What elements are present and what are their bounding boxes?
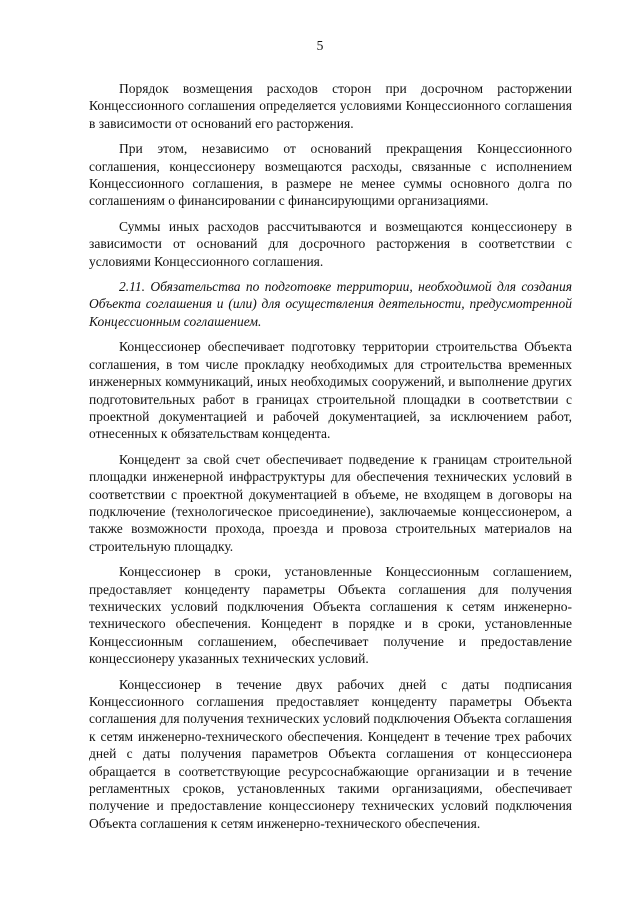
paragraph-early-termination-costs: Порядок возмещения расходов сторон при досрочном расторжении Концессионного соглашения определяется условиями Концессионного соглашения в зависимости от оснований его расторжения. [89, 81, 572, 131]
paragraph-technical-conditions: Концессионер в сроки, установленные Концессионным соглашением, предоставляет концеденту параметры Объекта соглашения для получения технических условий подключения Объекта соглашения к сетям инженерно-технического обеспечения. Концедент в порядке и в сроки, установленные Концессионным соглашением, обеспечивает получение и предоставление концессионеру указанных технических условий. [89, 564, 572, 667]
page-number: 5 [316, 38, 324, 53]
paragraph-territory-preparation: Концессионер обеспечивает подготовку территории строительства Объекта соглашения, в том числе прокладку необходимых для строительства временных инженерных коммуникаций, иных необходимых сооружений, и выполнение других подготовительных работ в границах строительной площадки в соответствии с проектной документацией и рабочей документацией, за исключением работ, отнесенных к обязательствам концедента. [89, 339, 572, 442]
section-heading-2-11: 2.11. Обязательства по подготовке территории, необходимой для создания Объекта соглашения и (или) для осуществления деятельности, предусмотренной Концессионным соглашением. [89, 279, 572, 329]
paragraph-parameters-submission: Концессионер в течение двух рабочих дней с даты подписания Концессионного соглашения предоставляет концеденту параметры Объекта соглашения для получения технических условий подключения Объекта соглашения к сетям инженерно-технического обеспечения. Концедент в течение трех рабочих дней с даты получения параметров Объекта соглашения от концессионера обращается в соответствующие ресурсоснабжающие организации и в течение регламентных сроков, установленных такими организациями, обеспечивает получение и предоставление концессионеру технических условий подключения Объекта соглашения к сетям инженерно-технического обеспечения. [89, 676, 572, 831]
paragraph-other-costs: Суммы иных расходов рассчитываются и возмещаются концессионеру в зависимости от оснований для досрочного расторжения в соответствии с условиями Концессионного соглашения. [89, 218, 572, 269]
paragraph-cost-reimbursement: При этом, независимо от оснований прекращения Концессионного соглашения, концессионеру возмещаются расходы, связанные с исполнением Концессионного соглашения, в размере не менее суммы основного долга по соглашениям о финансировании с финансирующими организациями. [89, 141, 572, 209]
document-body [89, 80, 572, 840]
paragraph-infrastructure-supply: Концедент за свой счет обеспечивает подведение к границам строительной площадки инженерной инфраструктуры для обеспечения технических условий в соответствии с проектной документацией в объеме, не входящем в договоры на подключение (технологическое присоединение), заключаемые концессионером, а также возможности прохода, проезда и провоза строительных материалов на строительную площадку. [89, 451, 572, 554]
